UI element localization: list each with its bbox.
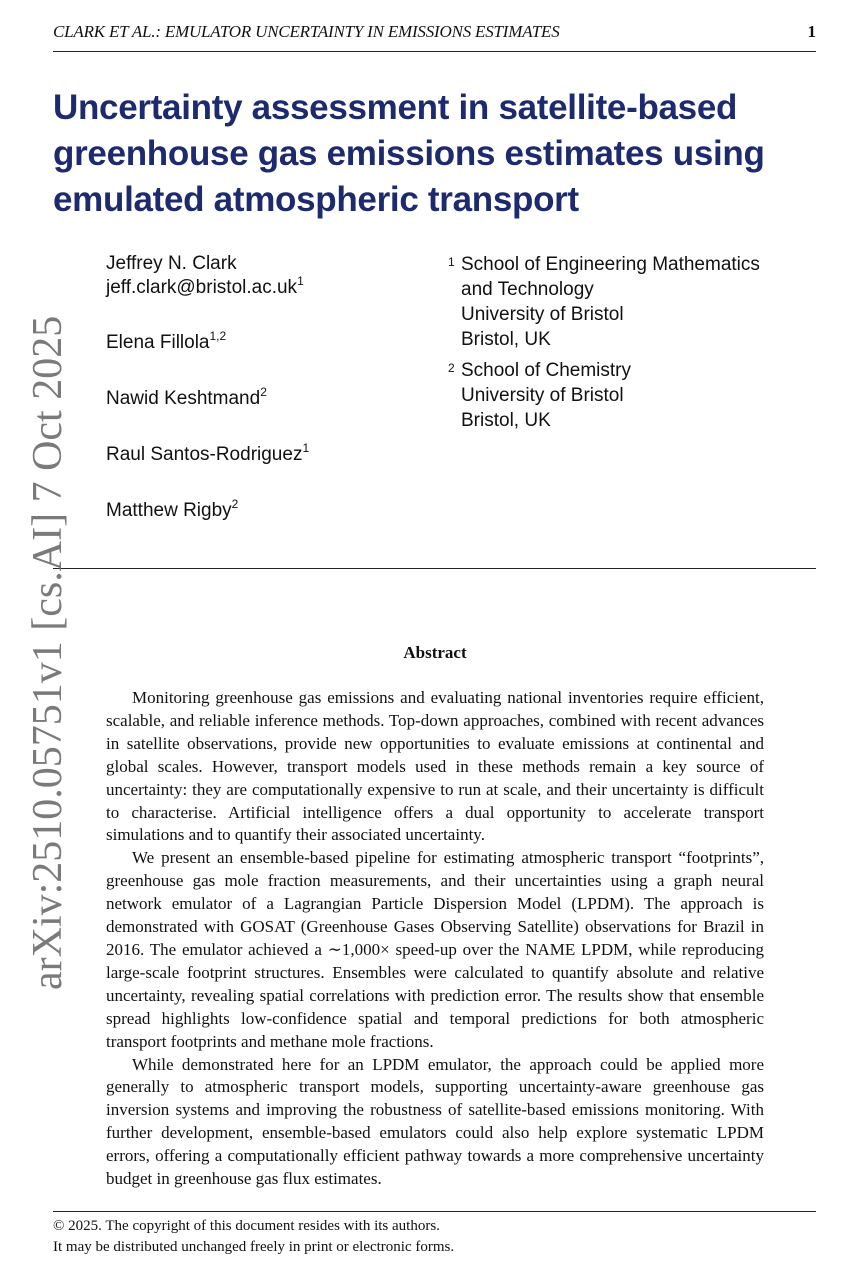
affiliation — [448, 358, 631, 433]
author-entry — [106, 384, 267, 411]
running-head-title: CLARK ET AL.: EMULATOR UNCERTAINTY IN EMISSIONS ESTIMATES — [53, 22, 560, 41]
affiliation-line: University of Bristol — [461, 385, 624, 406]
author-affil-mark: 1,2 — [209, 328, 227, 343]
author-affil-mark: 1 — [297, 273, 304, 288]
abstract-paragraph: Monitoring greenhouse gas emissions and evaluating national inventories require efficient, scalable, and reliable inference methods. Top-down approaches, combined with recent advances in satellite observations, provide new opportunities to evaluate emissions at continental and global scales. However, transport models used in these methods remain a key source of uncertainty: they are computationally expensive to run at scale, and their uncertainty is difficult to characterise. Artificial intelligence offers a dual opportunity to accelerate transport simulations and to quantify their associated uncertainty. — [106, 688, 764, 845]
affiliation-line: Bristol, UK — [461, 410, 551, 431]
author-entry — [106, 440, 310, 467]
author-name: Elena Fillola — [106, 332, 210, 353]
copyright-line: © 2025. The copyright of this document resides with its authors. — [53, 1218, 440, 1234]
header-rule — [53, 51, 816, 52]
affiliation-mark: 1 — [448, 255, 455, 269]
author-affil-mark: 2 — [231, 496, 239, 511]
paper-title: Uncertainty assessment in satellite-based greenhouse gas emissions estimates using emulated atmospheric transport — [53, 88, 765, 219]
affiliation-line: School of Engineering Mathematics — [461, 254, 760, 275]
author-entry — [106, 496, 239, 523]
page-number: 1 — [807, 22, 816, 41]
abstract-body — [106, 687, 764, 1191]
author-section-rule — [53, 568, 816, 569]
abstract-paragraph: We present an ensemble-based pipeline for estimating atmospheric transport “footprints”, greenhouse gas mole fraction measurements, and their uncertainties using a graph neural network emulator of a Lagrangian Particle Dispersion Model (LPDM). The approach is demonstrated with GOSAT (Greenhouse Gases Observing Satellite) observations for Brazil in 2016. The emulator achieved a ∼1,000× speed-up over the NAME LPDM, while reproducing large-scale footprint structures. Ensembles were calculated to quantify absolute and relative uncertainty, revealing spatial correlations with prediction error. The results show that ensemble spread highlights low-confidence spatial and temporal predictions for both atmospheric transport footprints and methane mole fractions. — [106, 848, 764, 1051]
author-email[interactable] — [106, 273, 304, 300]
abstract-paragraph: While demonstrated here for an LPDM emulator, the approach could be applied more generally to atmospheric transport models, supporting uncertainty-aware greenhouse gas inversion systems and improving the robustness of satellite-based emissions monitoring. With further development, ensemble-based emulators could also help explore systematic LPDM errors, offering a computationally efficient pathway towards a more comprehensive uncertainty budget in greenhouse gas flux estimates. — [106, 1054, 764, 1189]
author-name: Matthew Rigby — [106, 500, 232, 521]
affiliation — [448, 252, 760, 352]
author-name: Jeffrey N. Clark — [106, 253, 237, 274]
affiliation-line: University of Bristol — [461, 304, 624, 325]
abstract-heading: Abstract — [403, 643, 467, 662]
arxiv-stamp[interactable]: arXiv:2510.05751v1 [cs.AI] 7 Oct 2025 — [25, 315, 71, 990]
author-name: Nawid Keshtmand — [106, 388, 261, 409]
affiliation-line: School of Chemistry — [461, 360, 632, 381]
copyright-footer — [53, 1216, 813, 1258]
affiliation-line: Bristol, UK — [461, 329, 551, 350]
author-affil-mark: 2 — [260, 384, 267, 399]
distribution-line: It may be distributed unchanged freely in print or electronic forms. — [53, 1239, 455, 1255]
author-entry — [106, 328, 227, 355]
footer-rule — [53, 1211, 816, 1212]
author-email-text[interactable]: jeff.clark@bristol.ac.uk — [106, 277, 298, 298]
running-head — [53, 22, 816, 46]
author-affil-mark: 1 — [302, 440, 310, 455]
author-entry — [106, 252, 304, 300]
affiliation-line: and Technology — [461, 279, 594, 300]
author-name: Raul Santos-Rodriguez — [106, 444, 303, 465]
affiliation-mark: 2 — [448, 361, 455, 375]
